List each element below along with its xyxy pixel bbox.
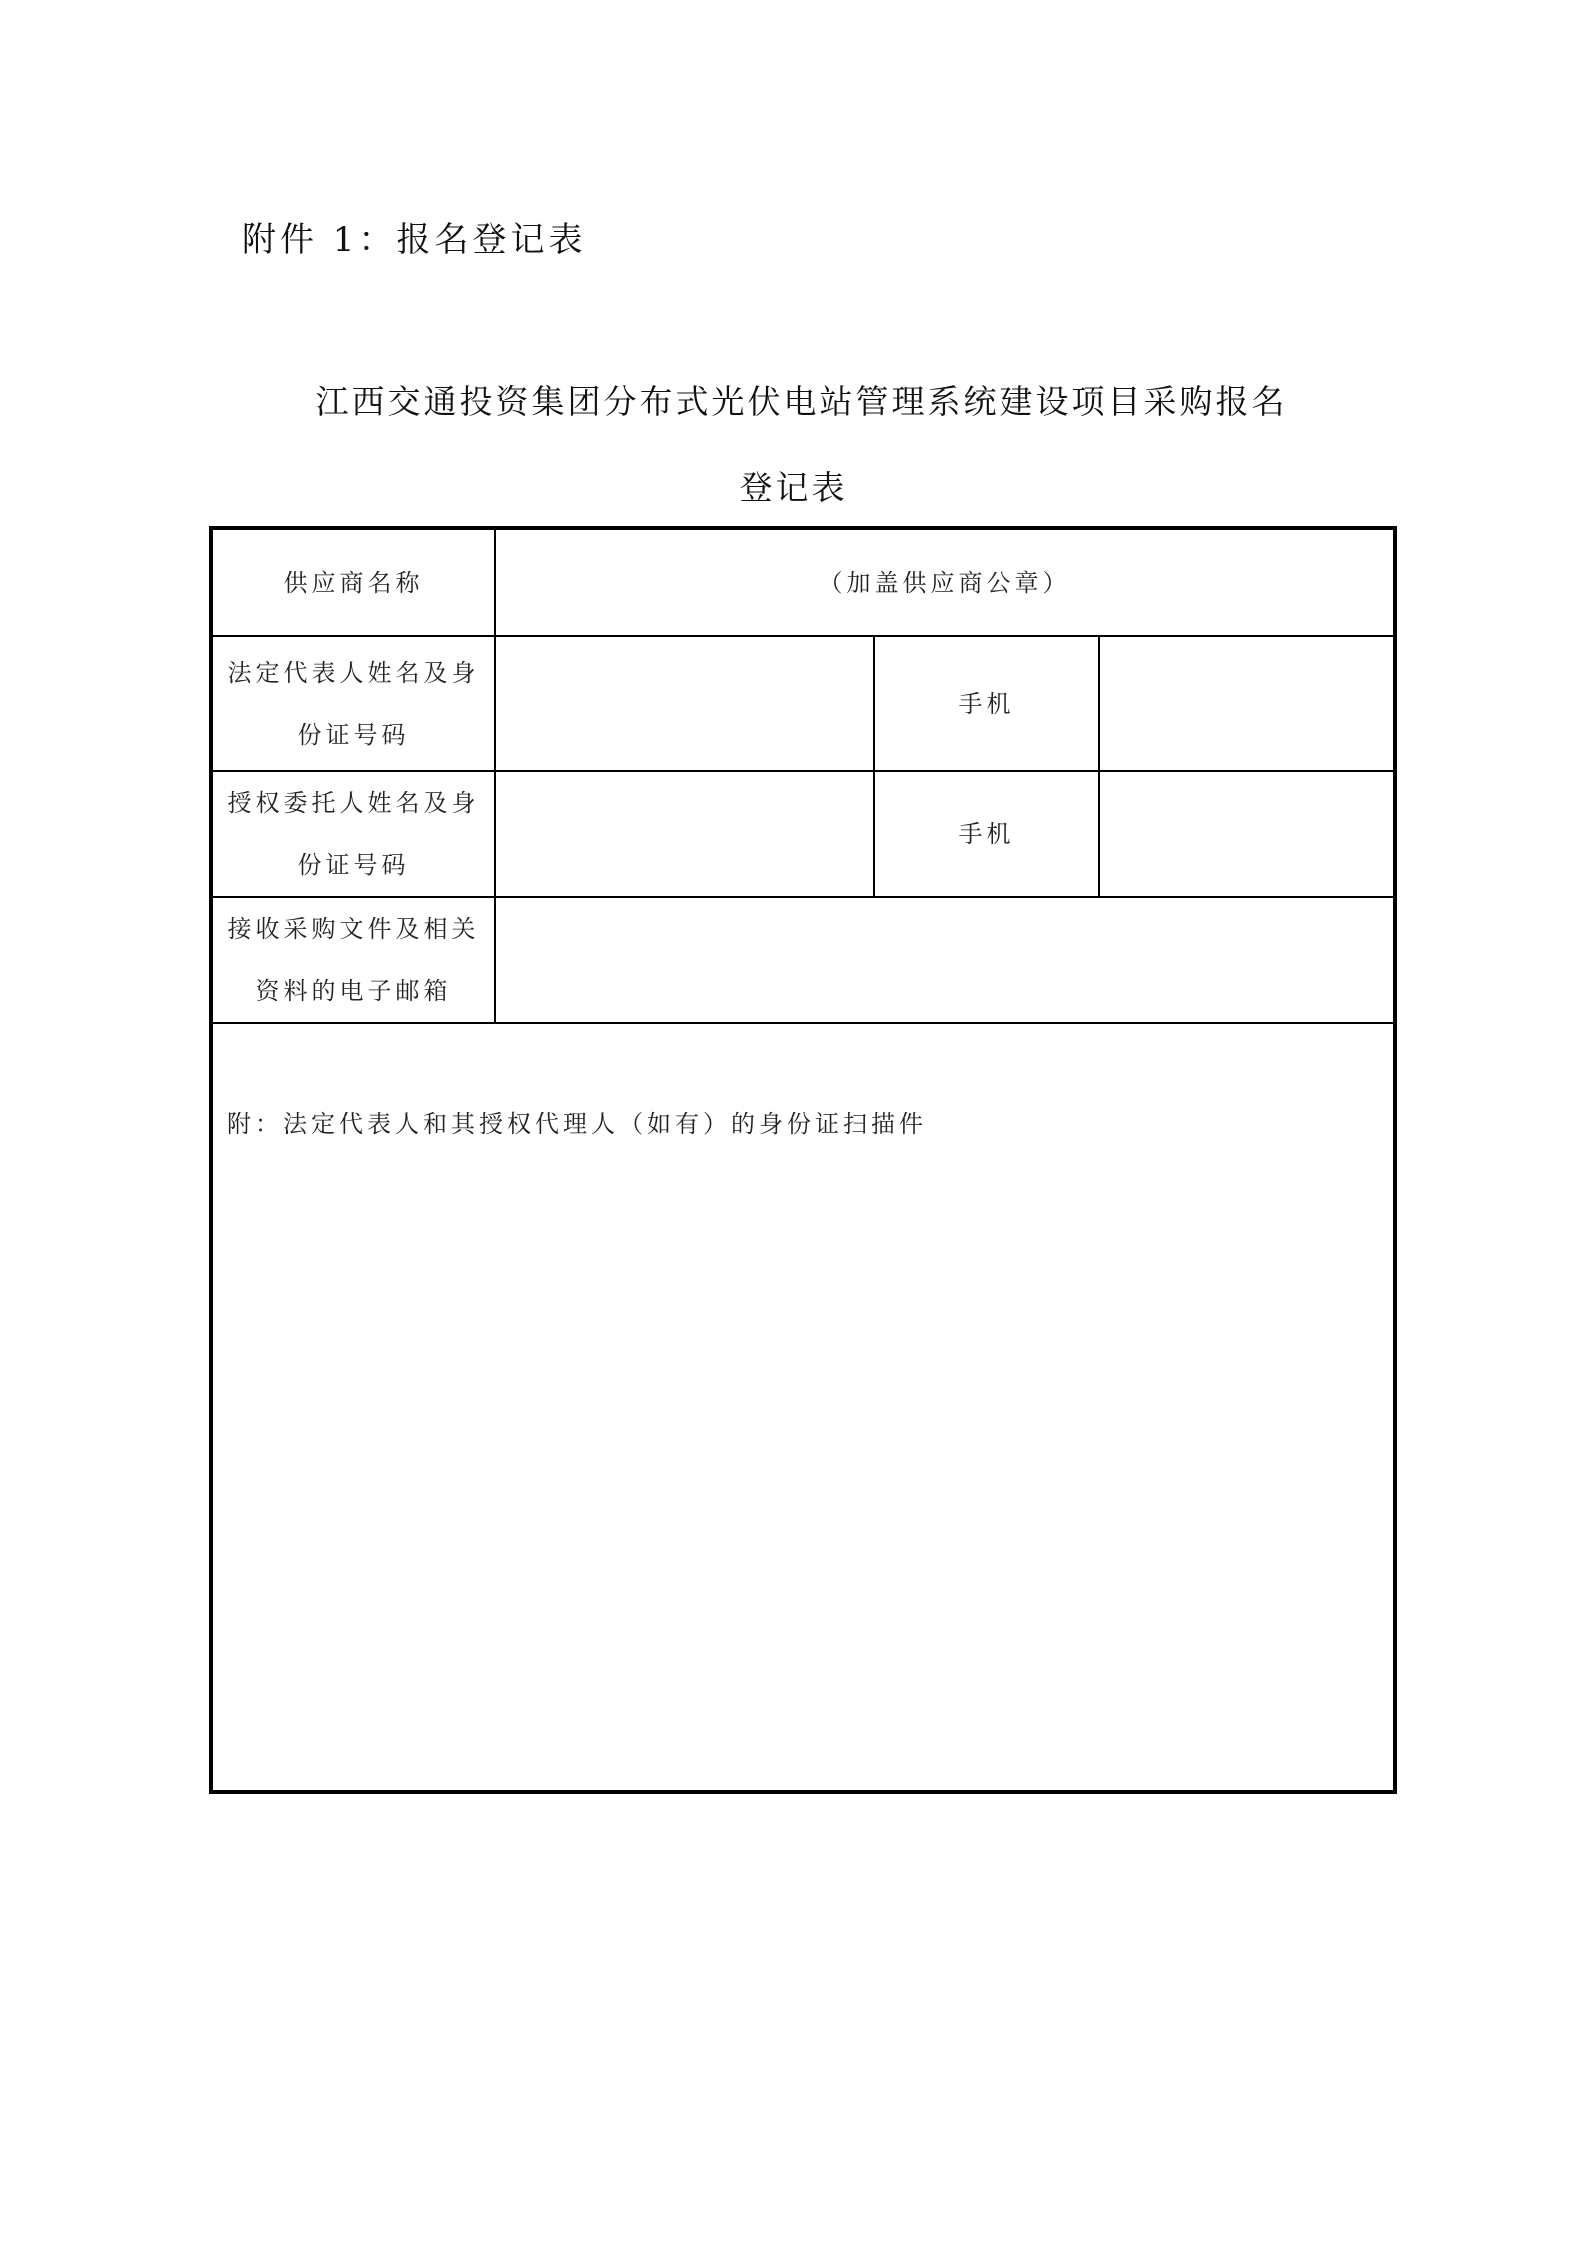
legal-rep-phone-label: 手机 [958,689,1015,718]
agent-label [213,772,494,896]
legal-rep-label [213,637,494,770]
email-label-line1: 接收采购文件及相关 [227,915,480,943]
supplier-name-field[interactable] [496,530,1393,635]
legal-rep-phone-field[interactable] [1100,637,1393,770]
legal-rep-label-line2: 份证号码 [297,720,410,749]
form-title-line1: 江西交通投资集团分布式光伏电站管理系统建设项目采购报名 [315,382,1288,421]
agent-label-line1: 授权委托人姓名及身 [227,789,480,817]
agent-phone-label: 手机 [958,820,1015,848]
agent-phone-field[interactable] [1100,772,1393,896]
legal-rep-label-line1: 法定代表人姓名及身 [227,658,480,687]
email-label [213,898,494,1022]
email-field[interactable] [496,898,1393,1022]
agent-label-line2: 份证号码 [297,851,410,879]
legal-rep-id-field[interactable] [496,637,873,770]
agent-id-field[interactable] [496,772,873,896]
supplier-seal-hint: （加盖供应商公章） [818,568,1071,597]
supplier-name-label: 供应商名称 [283,568,424,597]
email-label-line2: 资料的电子邮箱 [255,977,452,1005]
attachment-heading: 附件 1：报名登记表 [242,220,587,260]
form-title-line2: 登记表 [739,468,848,507]
id-scan-note: 附：法定代表人和其授权代理人（如有）的身份证扫描件 [227,1110,927,1138]
registration-form-table [209,526,1397,1794]
